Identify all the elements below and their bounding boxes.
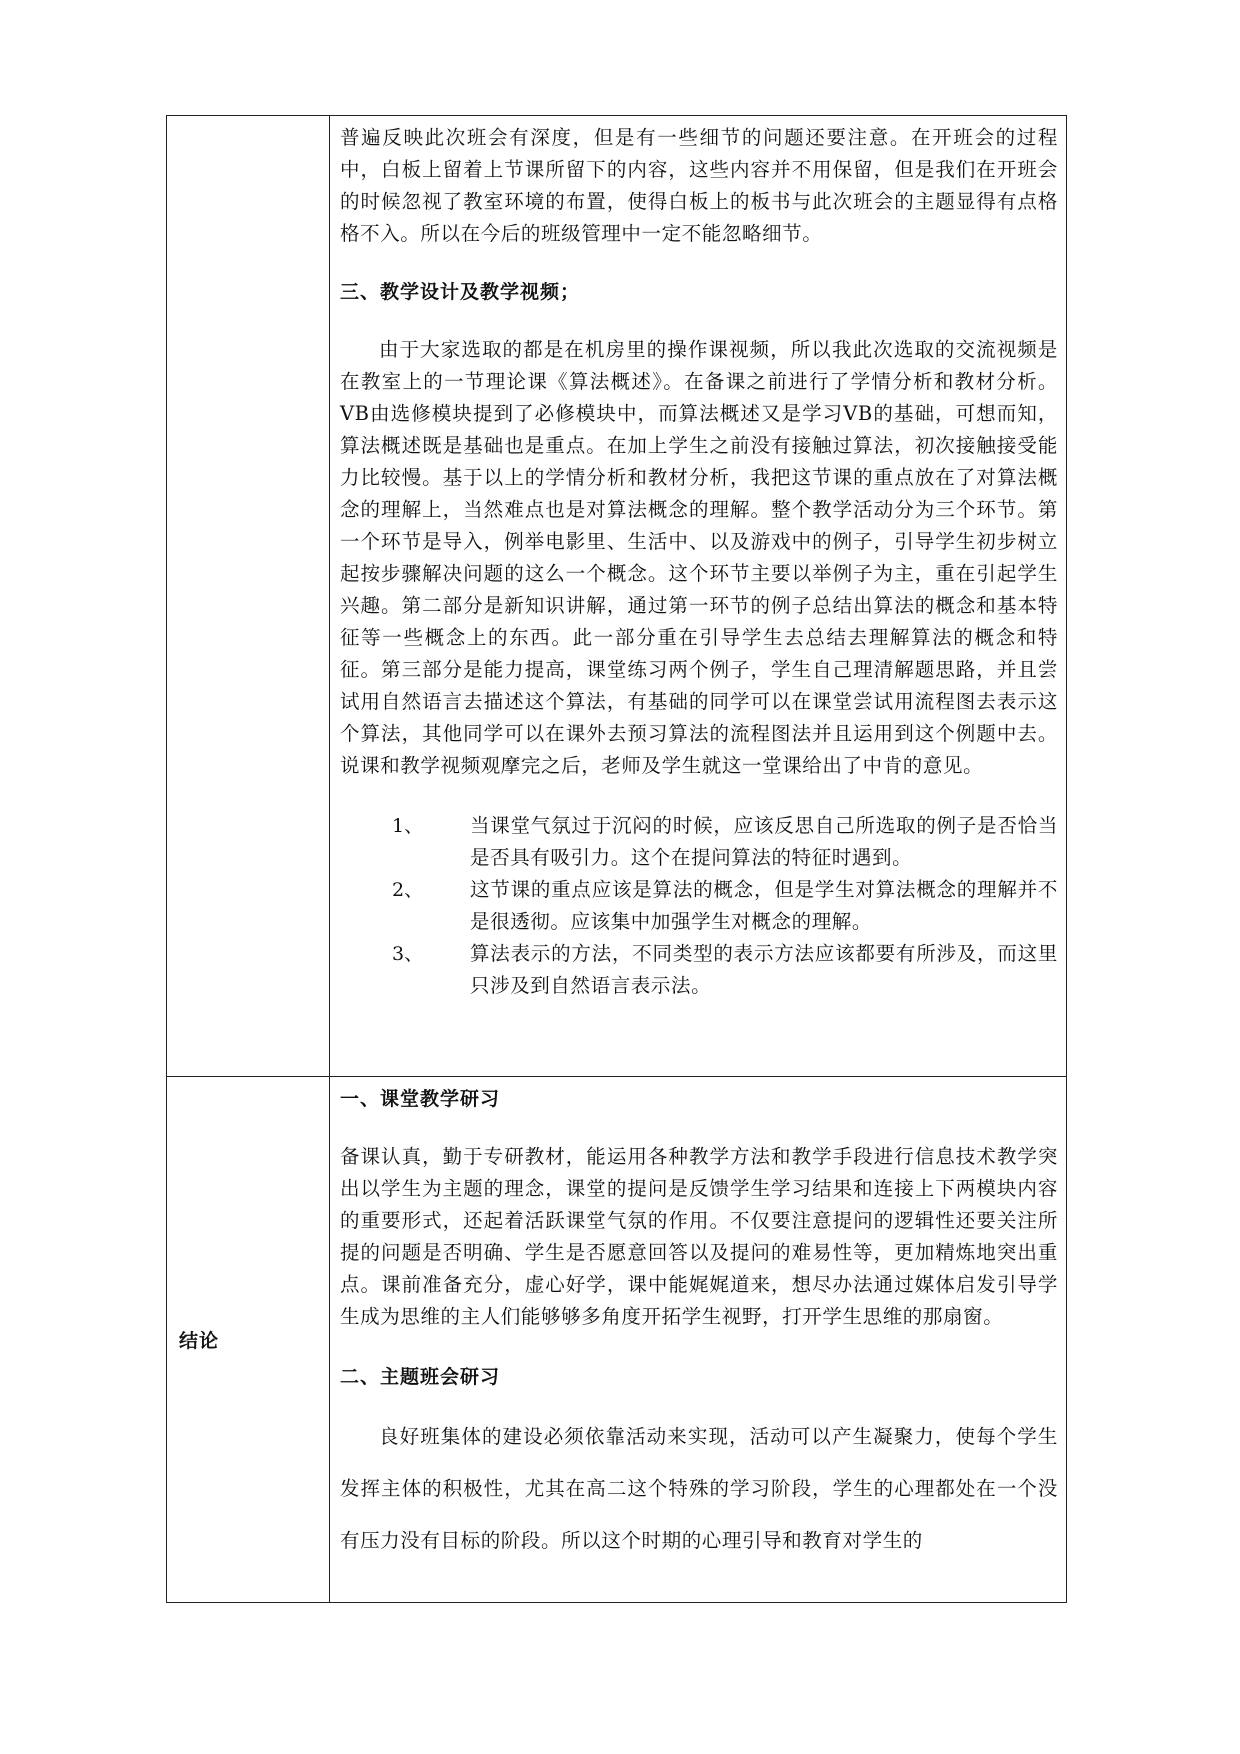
section1-heading: 一、课堂教学研习	[340, 1088, 501, 1110]
label-cell-empty	[167, 116, 330, 1077]
content-cell-reflection	[330, 116, 1067, 1077]
report-table	[166, 115, 1067, 1603]
section1-paragraph: 备课认真，勤于专研教材，能运用各种教学方法和教学手段进行信息技术教学突出以学生为主题的理念，课堂的提问是反馈学生学习结果和连接上下两模块内容的重要形式，还起着活跃课堂气氛的作用。不仅要注意提问的逻辑性还要关注所提的问题是否明确、学生是否愿意回答以及提问的难易性等，更加精炼地突出重点。课前准备充分，虚心好学，课中能娓娓道来，想尽办法通过媒体启发引导学生成为思维的主人们能够够多角度开拓学生视野，打开学生思维的那扇窗。	[340, 1145, 1058, 1328]
table-row-conclusion	[167, 1077, 1067, 1603]
feedback-list	[340, 810, 1058, 1002]
section2-heading: 二、主题班会研习	[340, 1366, 501, 1388]
list-item	[340, 810, 1058, 874]
list-item	[340, 938, 1058, 1002]
list-item-number: 2、	[392, 879, 424, 901]
list-item-number: 1、	[392, 815, 424, 837]
conclusion-label: 结论	[179, 1330, 220, 1352]
section2-paragraph: 良好班集体的建设必须依靠活动来实现，活动可以产生凝聚力，使每个学生发挥主体的积极性，尤其在高二这个特殊的学习阶段，学生的心理都处在一个没有压力没有目标的阶段。所以这个时期的心理引导和教育对学生的	[340, 1425, 1058, 1552]
content-cell-conclusion	[330, 1077, 1067, 1603]
section3-heading: 三、教学设计及教学视频；	[340, 281, 581, 303]
intro-paragraph: 普遍反映此次班会有深度，但是有一些细节的问题还要注意。在开班会的过程中，白板上留着上节课所留下的内容，这些内容并不用保留，但是我们在开班会的时候忽视了教室环境的布置，使得白板上的板书与此次班会的主题显得有点格格不入。所以在今后的班级管理中一定不能忽略细节。	[340, 126, 1058, 245]
list-item-text: 算法表示的方法，不同类型的表示方法应该都要有所涉及，而这里只涉及到自然语言表示法。	[470, 942, 1058, 997]
list-item-text: 这节课的重点应该是算法的概念，但是学生对算法概念的理解并不是很透彻。应该集中加强学生对概念的理解。	[470, 878, 1058, 933]
section3-paragraph: 由于大家选取的都是在机房里的操作课视频，所以我此次选取的交流视频是在教室上的一节理论课《算法概述》。在备课之前进行了学情分析和教材分析。VB由选修模块提到了必修模块中，而算法概述又是学习VB的基础，可想而知，算法概述既是基础也是重点。在加上学生之前没有接触过算法，初次接触接受能力比较慢。基于以上的学情分析和教材分析，我把这节课的重点放在了对算法概念的理解上，当然难点也是对算法概念的理解。整个教学活动分为三个环节。第一个环节是导入，例举电影里、生活中、以及游戏中的例子，引导学生初步树立起按步骤解决问题的这么一个概念。这个环节主要以举例子为主，重在引起学生兴趣。第二部分是新知识讲解，通过第一环节的例子总结出算法的概念和基本特征等一些概念上的东西。此一部分重在引导学生去总结去理解算法的概念和特征。第三部分是能力提高，课堂练习两个例子，学生自己理清解题思路，并且尝试用自然语言去描述这个算法，有基础的同学可以在课堂尝试用流程图去表示这个算法，其他同学可以在课外去预习算法的流程图法并且运用到这个例题中去。说课和教学视频观摩完之后，老师及学生就这一堂课给出了中肯的意见。	[340, 338, 1058, 777]
label-cell-conclusion	[167, 1077, 330, 1603]
list-item-text: 当课堂气氛过于沉闷的时候，应该反思自己所选取的例子是否恰当是否具有吸引力。这个在提问算法的特征时遇到。	[470, 814, 1058, 869]
table-row-reflection	[167, 116, 1067, 1077]
list-item	[340, 874, 1058, 938]
list-item-number: 3、	[392, 943, 424, 965]
